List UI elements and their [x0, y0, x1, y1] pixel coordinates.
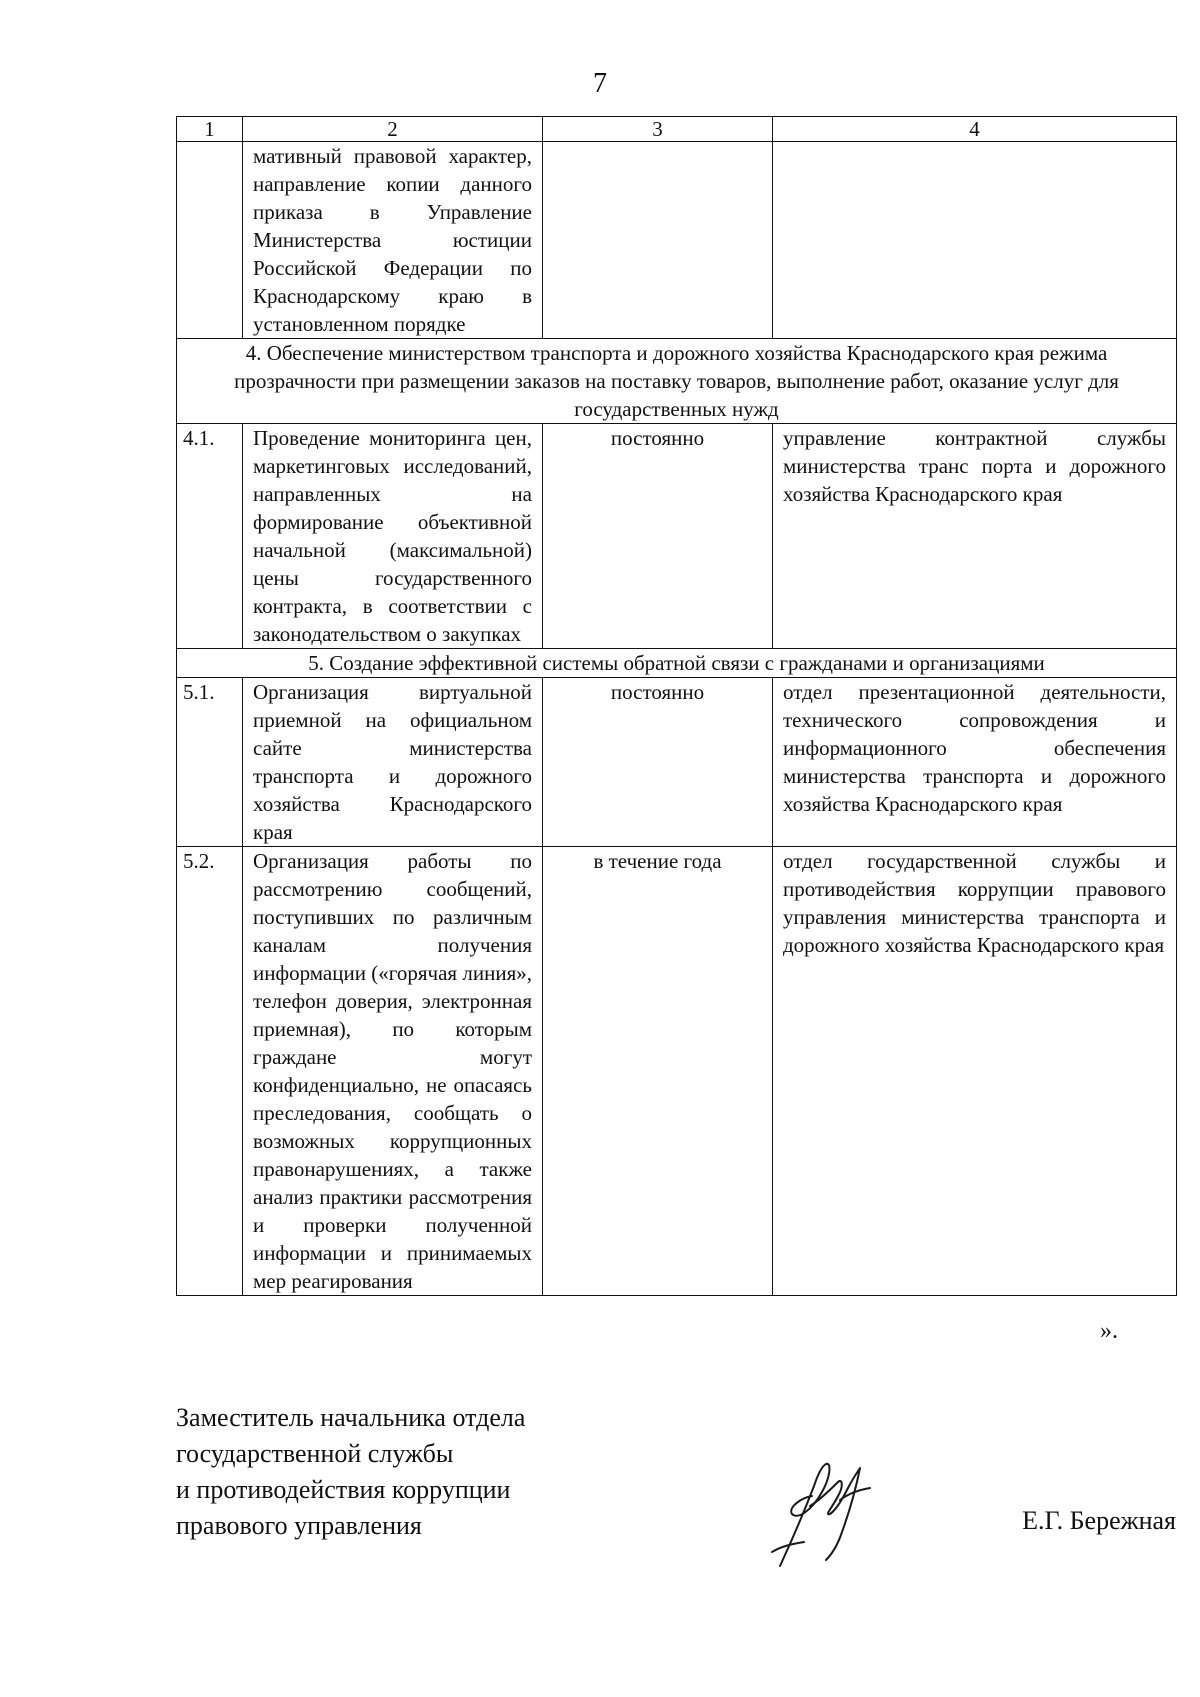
section-row-5: [177, 649, 1177, 678]
term-text: постоянно: [543, 678, 773, 847]
term-text: постоянно: [543, 424, 773, 649]
page-number: 7: [593, 68, 607, 99]
measure-text: мативный правовой характер, направление копии данного приказа в Управление Министерства юстиции Российской Федерации по Краснодарскому краю в установленном порядке: [243, 142, 543, 339]
executor-cell: [773, 142, 1177, 339]
column-header-4: 4: [773, 117, 1177, 142]
row-number: 4.1.: [177, 424, 243, 649]
measure-text: Проведение мониторинга цен, маркетинговых исследований, направленных на формирование объективной начальной (максимальной) цены государственного контракта, в соответствии с законодательством о закупках: [243, 424, 543, 649]
row-number: 5.1.: [177, 678, 243, 847]
column-header-1: 1: [177, 117, 243, 142]
signer-title-line: правового управления: [176, 1511, 422, 1540]
measures-table: [176, 116, 1177, 1296]
signer-title-line: и противодействия коррупции: [176, 1475, 511, 1504]
signer-name: Е.Г. Бережная: [1022, 1506, 1176, 1535]
table-header-row: [177, 117, 1177, 142]
section-title-4: 4. Обеспечение министерством транспорта и дорожного хозяйства Краснодарского края режима прозрачности при размещении заказов на поставку товаров, выполнение работ, оказание услуг для государственных нужд: [177, 339, 1177, 424]
signer-title-line: Заместитель начальника отдела: [176, 1403, 526, 1432]
row-number: [177, 142, 243, 339]
table-row-continuation: [177, 142, 1177, 339]
executor-text: управление контрактной службы министерства транс порта и дорожного хозяйства Краснодарского края: [773, 424, 1177, 649]
table-row-5-1: [177, 678, 1177, 847]
table-row-4-1: [177, 424, 1177, 649]
column-header-2: 2: [243, 117, 543, 142]
measure-text: Организация работы по рассмотрению сообщений, поступивших по различным каналам получения информации («горячая линия», телефон доверия, электронная приемная), по которым граждане могут конфиденциально, не опасаясь преследования, сообщать о возможных коррупционных правонарушениях, а также анализ практики рассмотрения и проверки полученной информации и принимаемых мер реагирования: [243, 847, 543, 1296]
section-title-5: 5. Создание эффективной системы обратной связи с гражданами и организациями: [177, 649, 1177, 678]
executor-text: отдел презентационной деятельности, технического сопровождения и информационного обеспечения министерства транспорта и дорожного хозяйства Краснодарского края: [773, 678, 1177, 847]
row-number: 5.2.: [177, 847, 243, 1296]
column-header-3: 3: [543, 117, 773, 142]
executor-text: отдел государственной службы и противодействия коррупции правового управления министерства транспорта и дорожного хозяйства Краснодарского края: [773, 847, 1177, 1296]
term-text: в течение года: [543, 847, 773, 1296]
signer-title-line: государственной службы: [176, 1439, 454, 1468]
table-row-5-2: [177, 847, 1177, 1296]
signer-title: [176, 1400, 696, 1544]
closing-quote: ».: [1100, 1318, 1118, 1344]
section-row-4: [177, 339, 1177, 424]
measure-text: Организация виртуальной приемной на официальном сайте министерства транспорта и дорожного хозяйства Краснодарского края: [243, 678, 543, 847]
term-cell: [543, 142, 773, 339]
handwritten-signature: [752, 1448, 892, 1578]
